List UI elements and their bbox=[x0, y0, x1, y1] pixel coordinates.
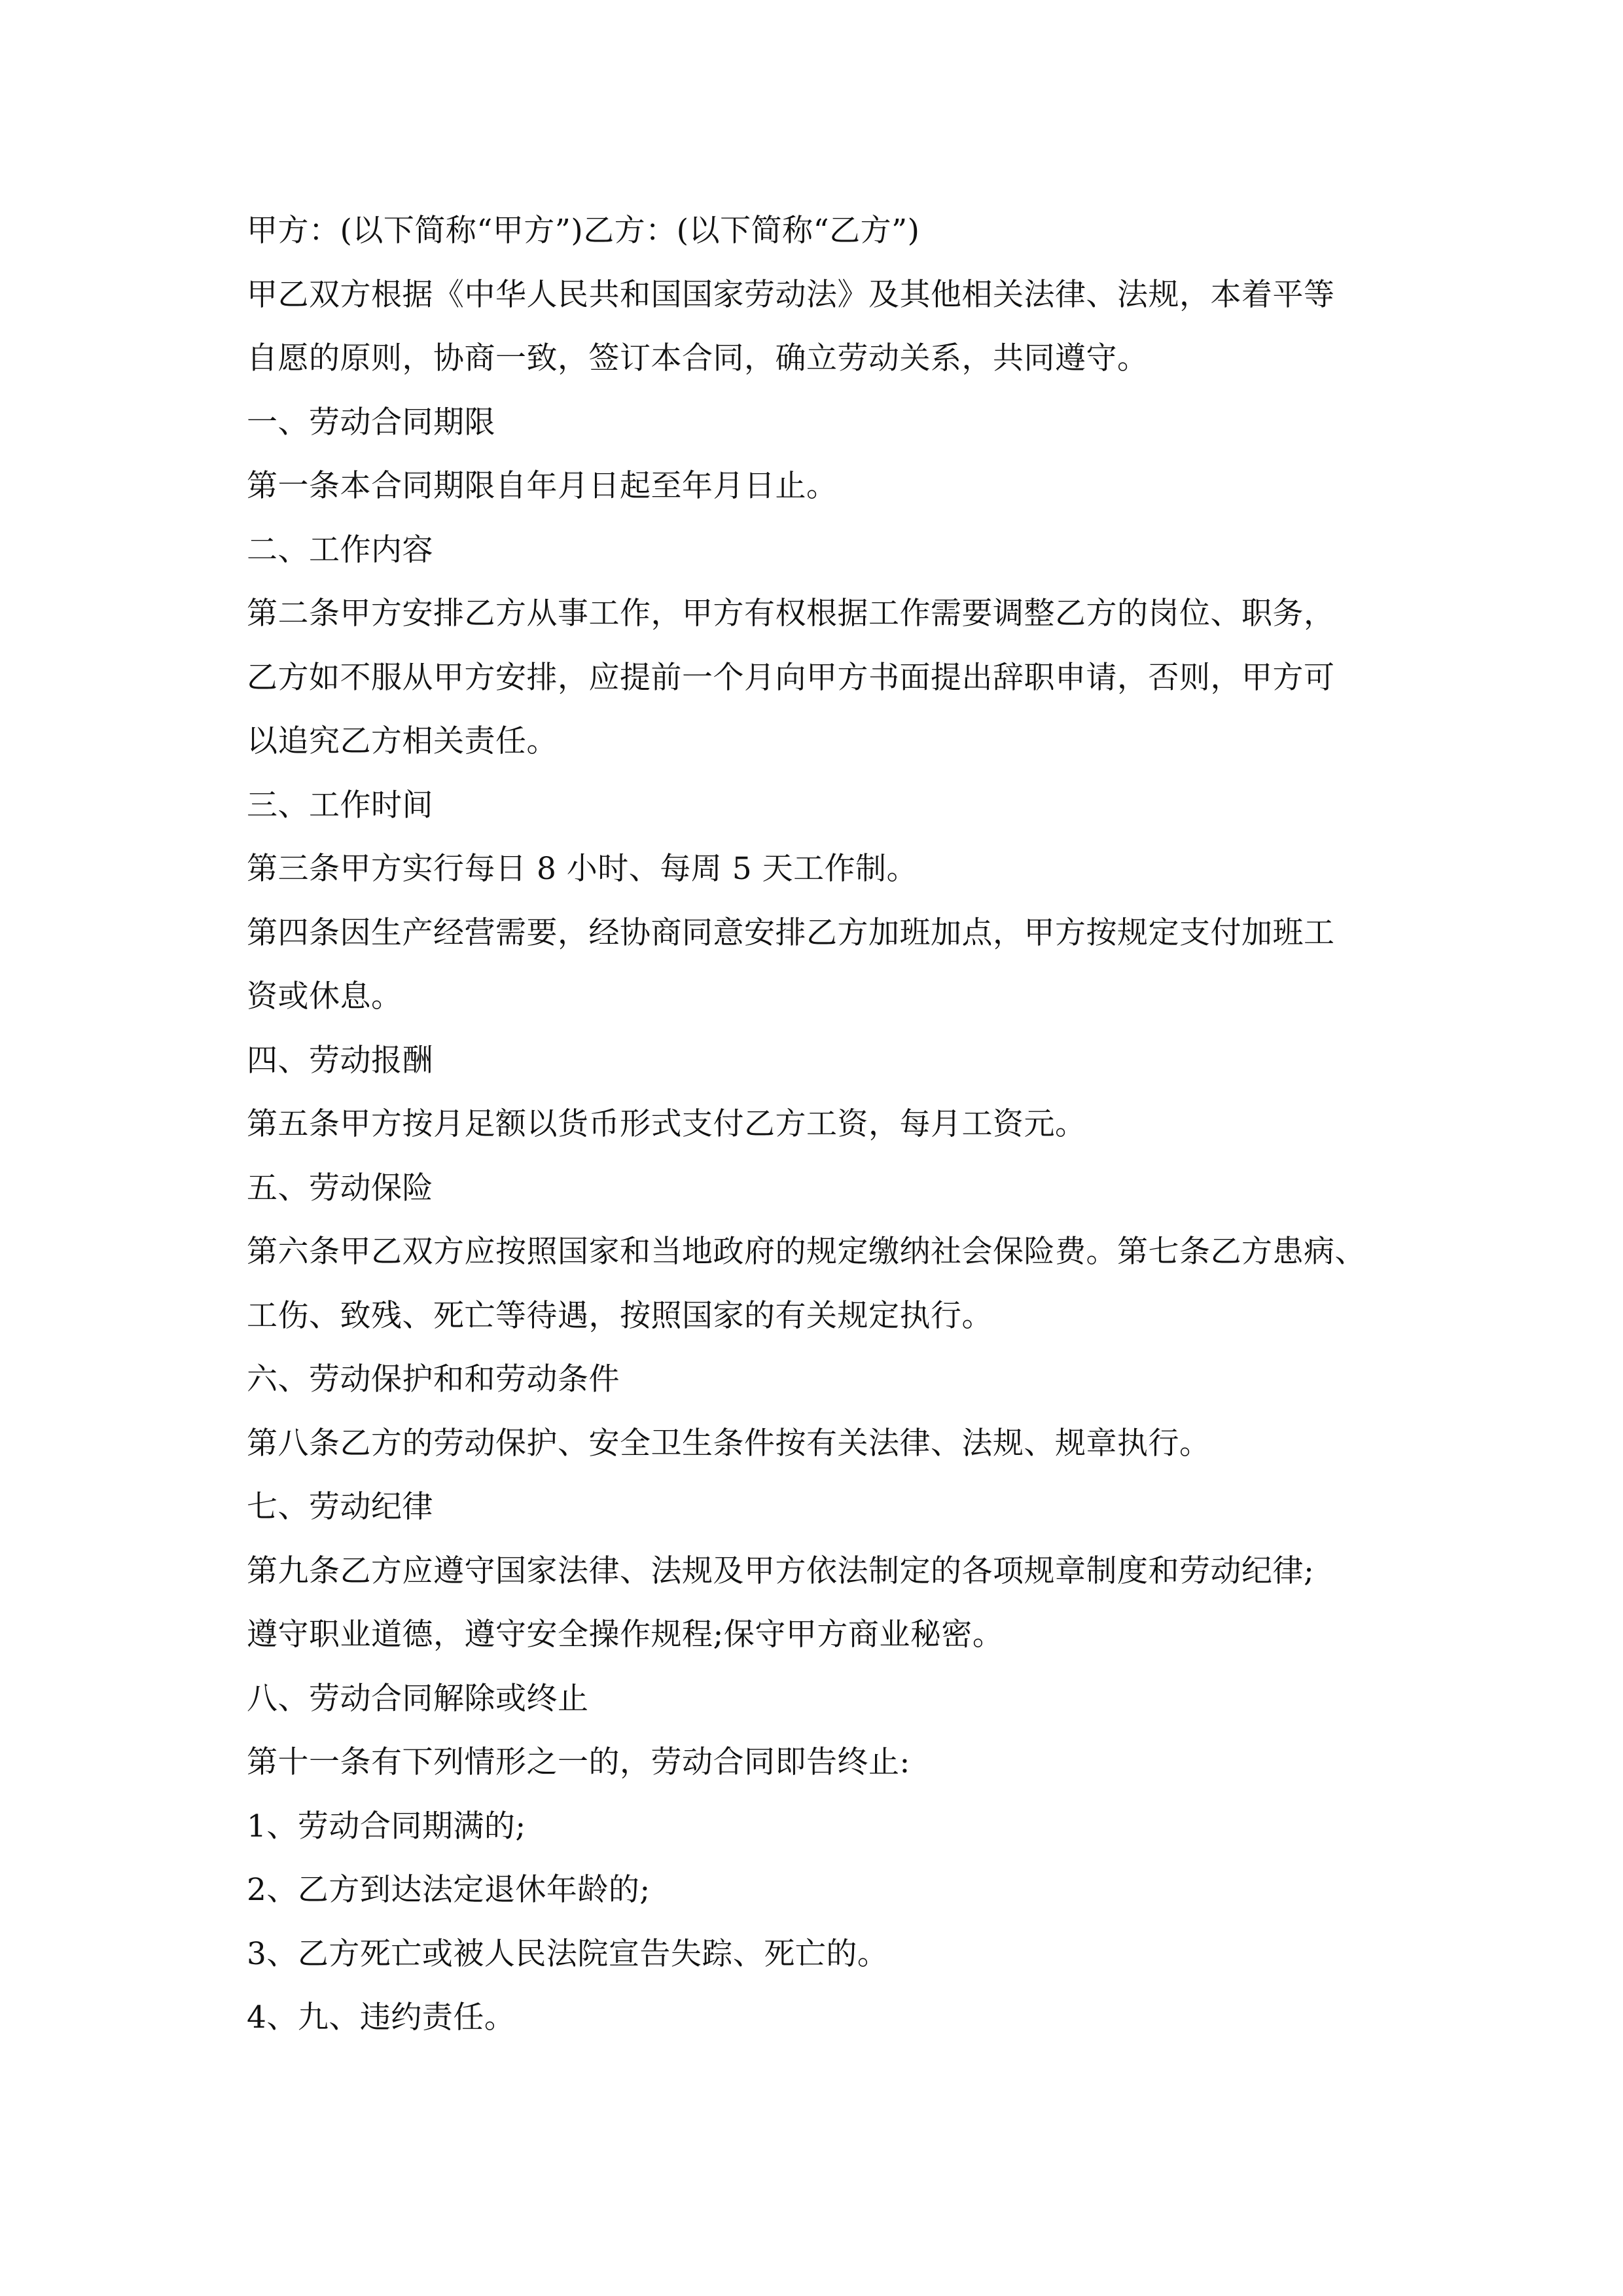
section-heading-labor-protection: 六、劳动保护和和劳动条件 bbox=[247, 1361, 620, 1397]
article-4-line-2: 资或休息。 bbox=[247, 978, 402, 1014]
section-heading-remuneration: 四、劳动报酬 bbox=[247, 1042, 433, 1079]
article-6-7-line-1: 第六条甲乙双方应按照国家和当地政府的规定缴纳社会保险费。第七条乙方患病、 bbox=[247, 1234, 1366, 1270]
preamble-line-2: 自愿的原则，协商一致，签订本合同，确立劳动关系，共同遵守。 bbox=[247, 340, 1149, 376]
section-heading-termination: 八、劳动合同解除或终止 bbox=[247, 1680, 589, 1717]
list-item-4: 4、九、违约责任。 bbox=[247, 2000, 516, 2036]
section-heading-insurance: 五、劳动保险 bbox=[247, 1170, 433, 1206]
article-8: 第八条乙方的劳动保护、安全卫生条件按有关法律、法规、规章执行。 bbox=[247, 1425, 1211, 1462]
article-2-line-1: 第二条甲方安排乙方从事工作，甲方有权根据工作需要调整乙方的岗位、职务， bbox=[247, 596, 1335, 632]
article-4-line-1: 第四条因生产经营需要，经协商同意安排乙方加班加点，甲方按规定支付加班工 bbox=[247, 914, 1335, 951]
list-item-2: 2、乙方到达法定退休年龄的; bbox=[247, 1872, 651, 1908]
article-2-line-2: 乙方如不服从甲方安排，应提前一个月向甲方书面提出辞职申请，否则，甲方可 bbox=[247, 659, 1335, 696]
party-names-line: 甲方：(以下简称“甲方”)乙方：(以下简称“乙方”) bbox=[247, 213, 920, 249]
list-item-1: 1、劳动合同期满的; bbox=[247, 1808, 526, 1844]
section-heading-term: 一、劳动合同期限 bbox=[247, 404, 495, 440]
article-3: 第三条甲方实行每日 8 小时、每周 5 天工作制。 bbox=[247, 851, 918, 887]
section-heading-work-hours: 三、工作时间 bbox=[247, 787, 433, 823]
section-heading-discipline: 七、劳动纪律 bbox=[247, 1489, 433, 1525]
section-heading-work-content: 二、工作内容 bbox=[247, 531, 433, 568]
document-body bbox=[247, 199, 1399, 2050]
article-2-line-3: 以追究乙方相关责任。 bbox=[247, 723, 558, 759]
list-item-3: 3、乙方死亡或被人民法院宣告失踪、死亡的。 bbox=[247, 1935, 889, 1972]
article-9-line-1: 第九条乙方应遵守国家法律、法规及甲方依法制定的各项规章制度和劳动纪律; bbox=[247, 1552, 1315, 1589]
article-6-7-line-2: 工伤、致残、死亡等待遇，按照国家的有关规定执行。 bbox=[247, 1297, 993, 1334]
article-5: 第五条甲方按月足额以货币形式支付乙方工资，每月工资元。 bbox=[247, 1106, 1086, 1142]
article-11: 第十一条有下列情形之一的，劳动合同即告终止: bbox=[247, 1744, 910, 1780]
article-1: 第一条本合同期限自年月日起至年月日止。 bbox=[247, 468, 838, 504]
article-9-line-2: 遵守职业道德，遵守安全操作规程;保守甲方商业秘密。 bbox=[247, 1617, 1004, 1653]
preamble-line-1: 甲乙双方根据《中华人民共和国国家劳动法》及其他相关法律、法规，本着平等 bbox=[247, 276, 1335, 313]
